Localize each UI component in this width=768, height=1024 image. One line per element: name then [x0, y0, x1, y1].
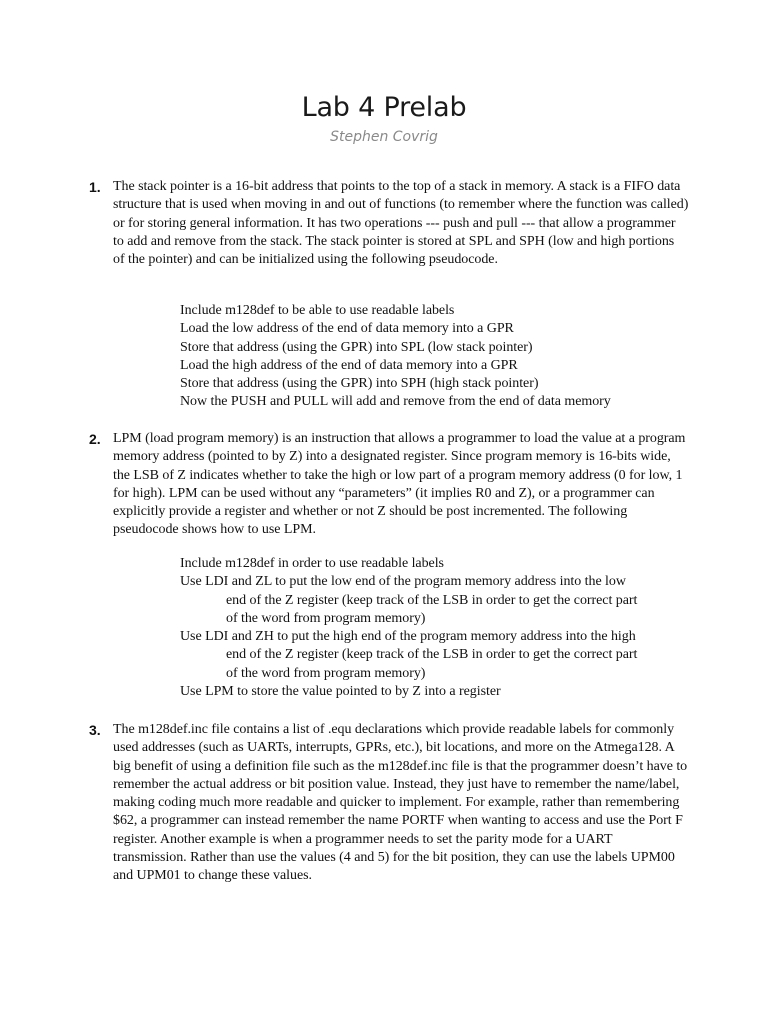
pseudocode-line: Include m128def in order to use readable labels	[180, 556, 444, 571]
author-name: Stephen Covrig	[330, 129, 438, 145]
pseudocode-line: Use LDI and ZL to put the low end of the program memory address into the low	[180, 574, 626, 590]
pseudocode-line: Use LDI and ZH to put the high end of the program memory address into the high	[180, 629, 636, 645]
pseudocode-line: Include m128def to be able to use readable labels	[180, 303, 455, 318]
pseudocode-line: of the word from program memory)	[226, 610, 426, 626]
pseudocode-line: Load the low address of the end of data memory into a GPR	[180, 321, 514, 337]
pseudocode-line: of the word from program memory)	[226, 665, 426, 681]
question-number: 2.	[89, 431, 101, 447]
pseudocode-line: end of the Z register (keep track of the LSB in order to get the correct part	[226, 647, 638, 663]
question-text: The stack pointer is a 16-bit address that points to the top of a stack in memory. A stack is a FIFO data structure that is used when moving in and out of functions (to remember where the function was called) or for storing general information. It has two operations --- push and pull --- that allow a programmer to add and remove from the stack. The stack pointer is stored at SPL and SPH (low and high portions of the pointer) and can be initialized using the following pseudocode.	[113, 179, 689, 268]
pseudocode-line: Store that address (using the GPR) into SPL (low stack pointer)	[180, 339, 533, 355]
question-number: 1.	[89, 179, 101, 195]
pseudocode-line: Now the PUSH and PULL will add and remove from the end of data memory	[180, 394, 611, 410]
pseudocode-block-2	[180, 555, 680, 701]
question-text: LPM (load program memory) is an instruction that allows a programmer to load the value at a program memory address (pointed to by Z) into a designated register. Since program memory is 16-bits wide, the LSB of Z indicates whether to take the high or low part of a program memory address (0 for low, 1 for high). LPM can be used without any “parameters” (it implies R0 and Z), or a programmer can explicitly provide a register and whether or not Z should be post incremented. The following pseudocode shows how to use LPM.	[113, 431, 686, 538]
pseudocode-line: Store that address (using the GPR) into SPH (high stack pointer)	[180, 376, 539, 392]
pseudocode-line: end of the Z register (keep track of the LSB in order to get the correct part	[226, 592, 638, 608]
question-text: The m128def.inc file contains a list of .equ declarations which provide readable labels for commonly used addresses (such as UARTs, interrupts, GPRs, etc.), bit locations, and more on the Atmega128. A big benefit of using a definition file such as the m128def.inc file is that the programmer doesn’t have to remember the actual address or bit position value. Instead, they just have to remember the name/label, making coding much more readable and quicker to implement. For example, rather than remembering $62, a programmer can instead remember the name PORTF when wanting to access and use the Port F register. Another example is when a programmer needs to set the parity mode for a UART transmission. Rather than use the values (4 and 5) for the bit position, they can use the labels UPM00 and UPM01 to change these values.	[113, 722, 688, 884]
question-number: 3.	[89, 722, 101, 738]
pseudocode-line: Use LPM to store the value pointed to by Z into a register	[180, 684, 501, 700]
pseudocode-line: Load the high address of the end of data memory into a GPR	[180, 357, 518, 373]
page-title: Lab 4 Prelab	[301, 92, 467, 123]
pseudocode-block-1	[180, 302, 680, 412]
